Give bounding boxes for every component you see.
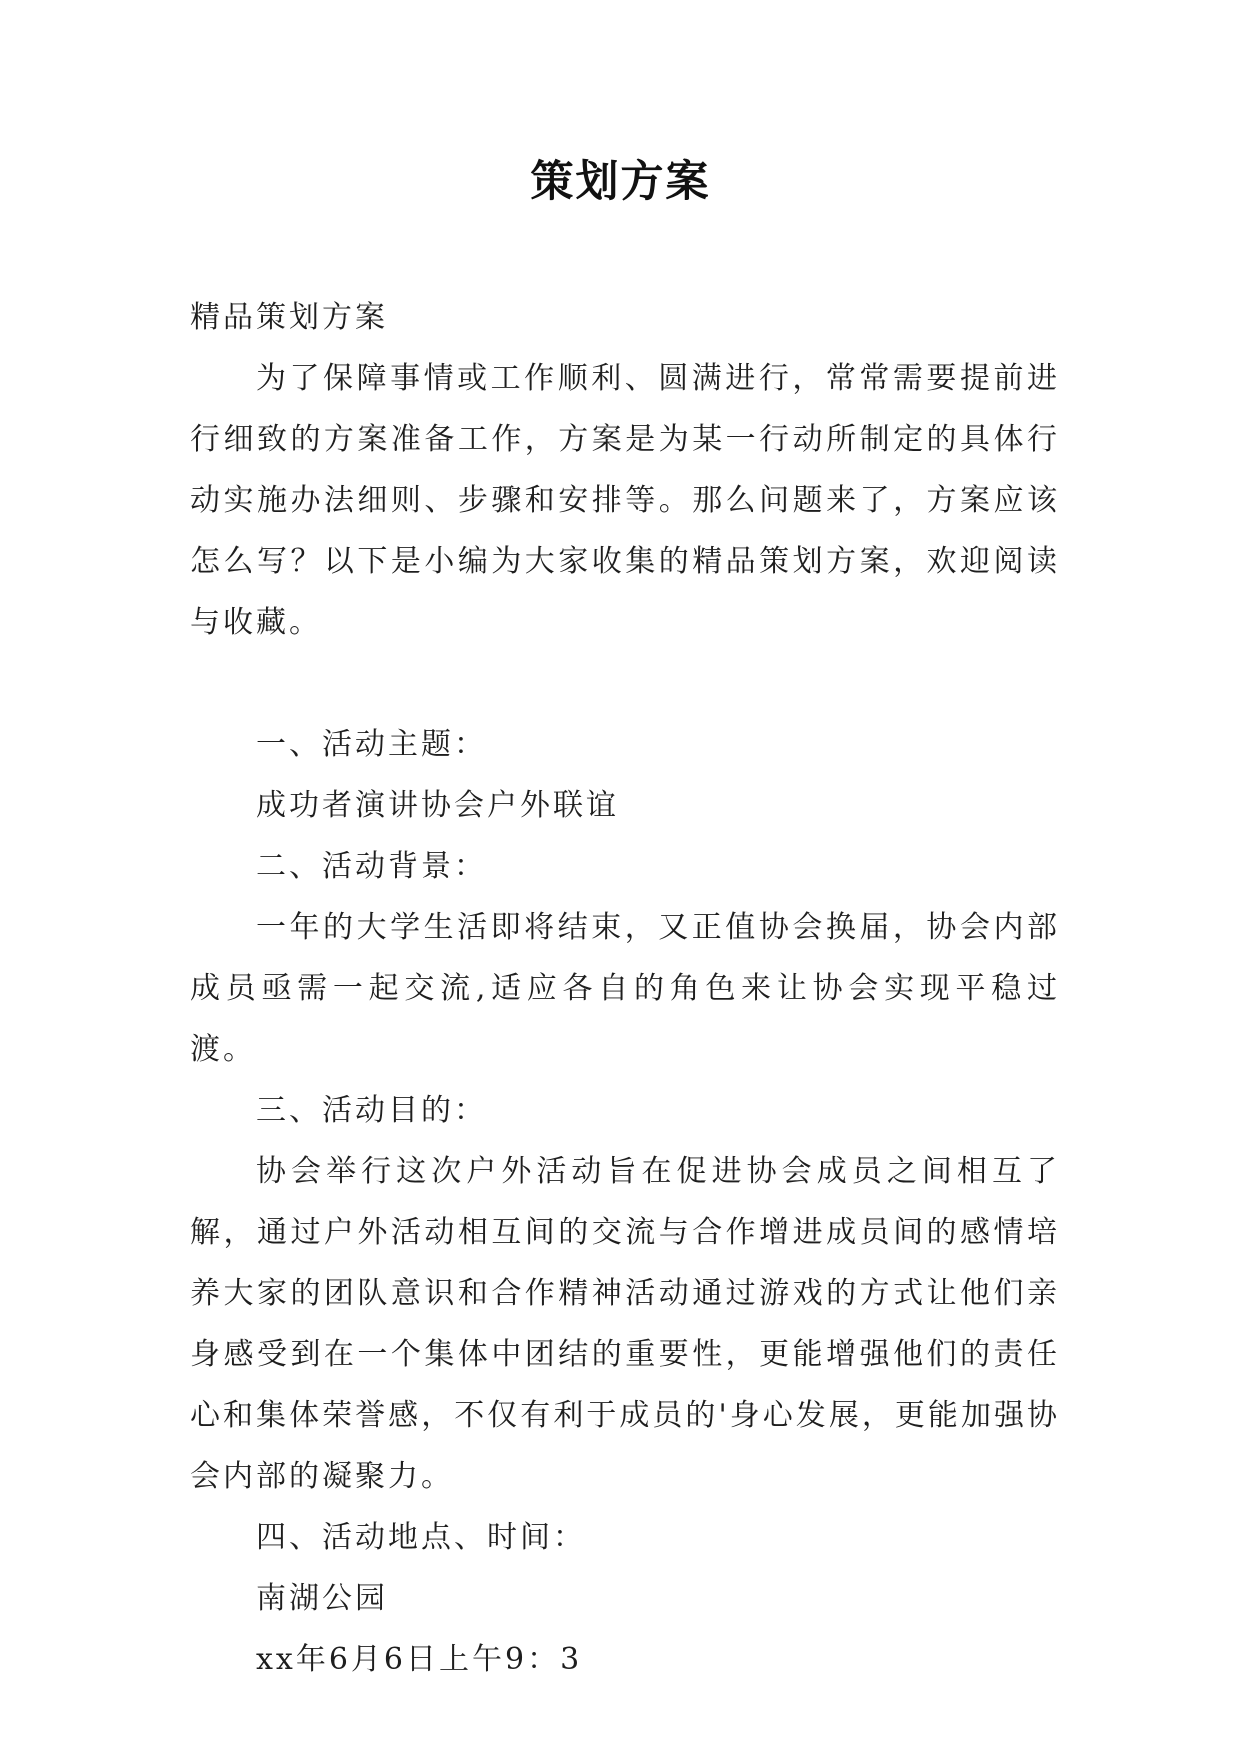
section-heading-background: 二、活动背景： <box>256 849 487 884</box>
section-content-purpose: 协会举行这次户外活动旨在促进协会成员之间相互了解，通过户外活动相互间的交流与合作增进成员间的感情培养大家的团队意识和合作精神活动通过游戏的方式让他们亲身感受到在一个集体中团结的重要性，更能增强他们的责任心和集体荣誉感，不仅有利于成员的'身心发展，更能加强协会内部的凝聚力。 <box>190 1154 1060 1494</box>
document-title: 策划方案 <box>530 157 711 207</box>
section-heading-location-time: 四、活动地点、时间： <box>256 1520 586 1555</box>
intro-paragraph: 为了保障事情或工作顺利、圆满进行，常常需要提前进行细致的方案准备工作，方案是为某一行动所制定的具体行动实施办法细则、步骤和安排等。那么问题来了，方案应该怎么写？以下是小编为大家收集的精品策划方案，欢迎阅读与收藏。 <box>190 361 1060 640</box>
section-heading-theme: 一、活动主题： <box>256 727 487 762</box>
section-content-theme: 成功者演讲协会户外联谊 <box>256 788 619 823</box>
section-content-time: xx年6月6日上午9：3 <box>256 1642 583 1677</box>
subtitle: 精品策划方案 <box>190 300 388 335</box>
section-heading-purpose: 三、活动目的： <box>256 1093 487 1128</box>
section-content-location: 南湖公园 <box>256 1581 388 1616</box>
section-content-background: 一年的大学生活即将结束，又正值协会换届，协会内部成员亟需一起交流,适应各自的角色来让协会实现平稳过渡。 <box>190 910 1060 1067</box>
paragraph-spacer <box>190 653 1060 714</box>
document-body <box>190 287 1060 1690</box>
